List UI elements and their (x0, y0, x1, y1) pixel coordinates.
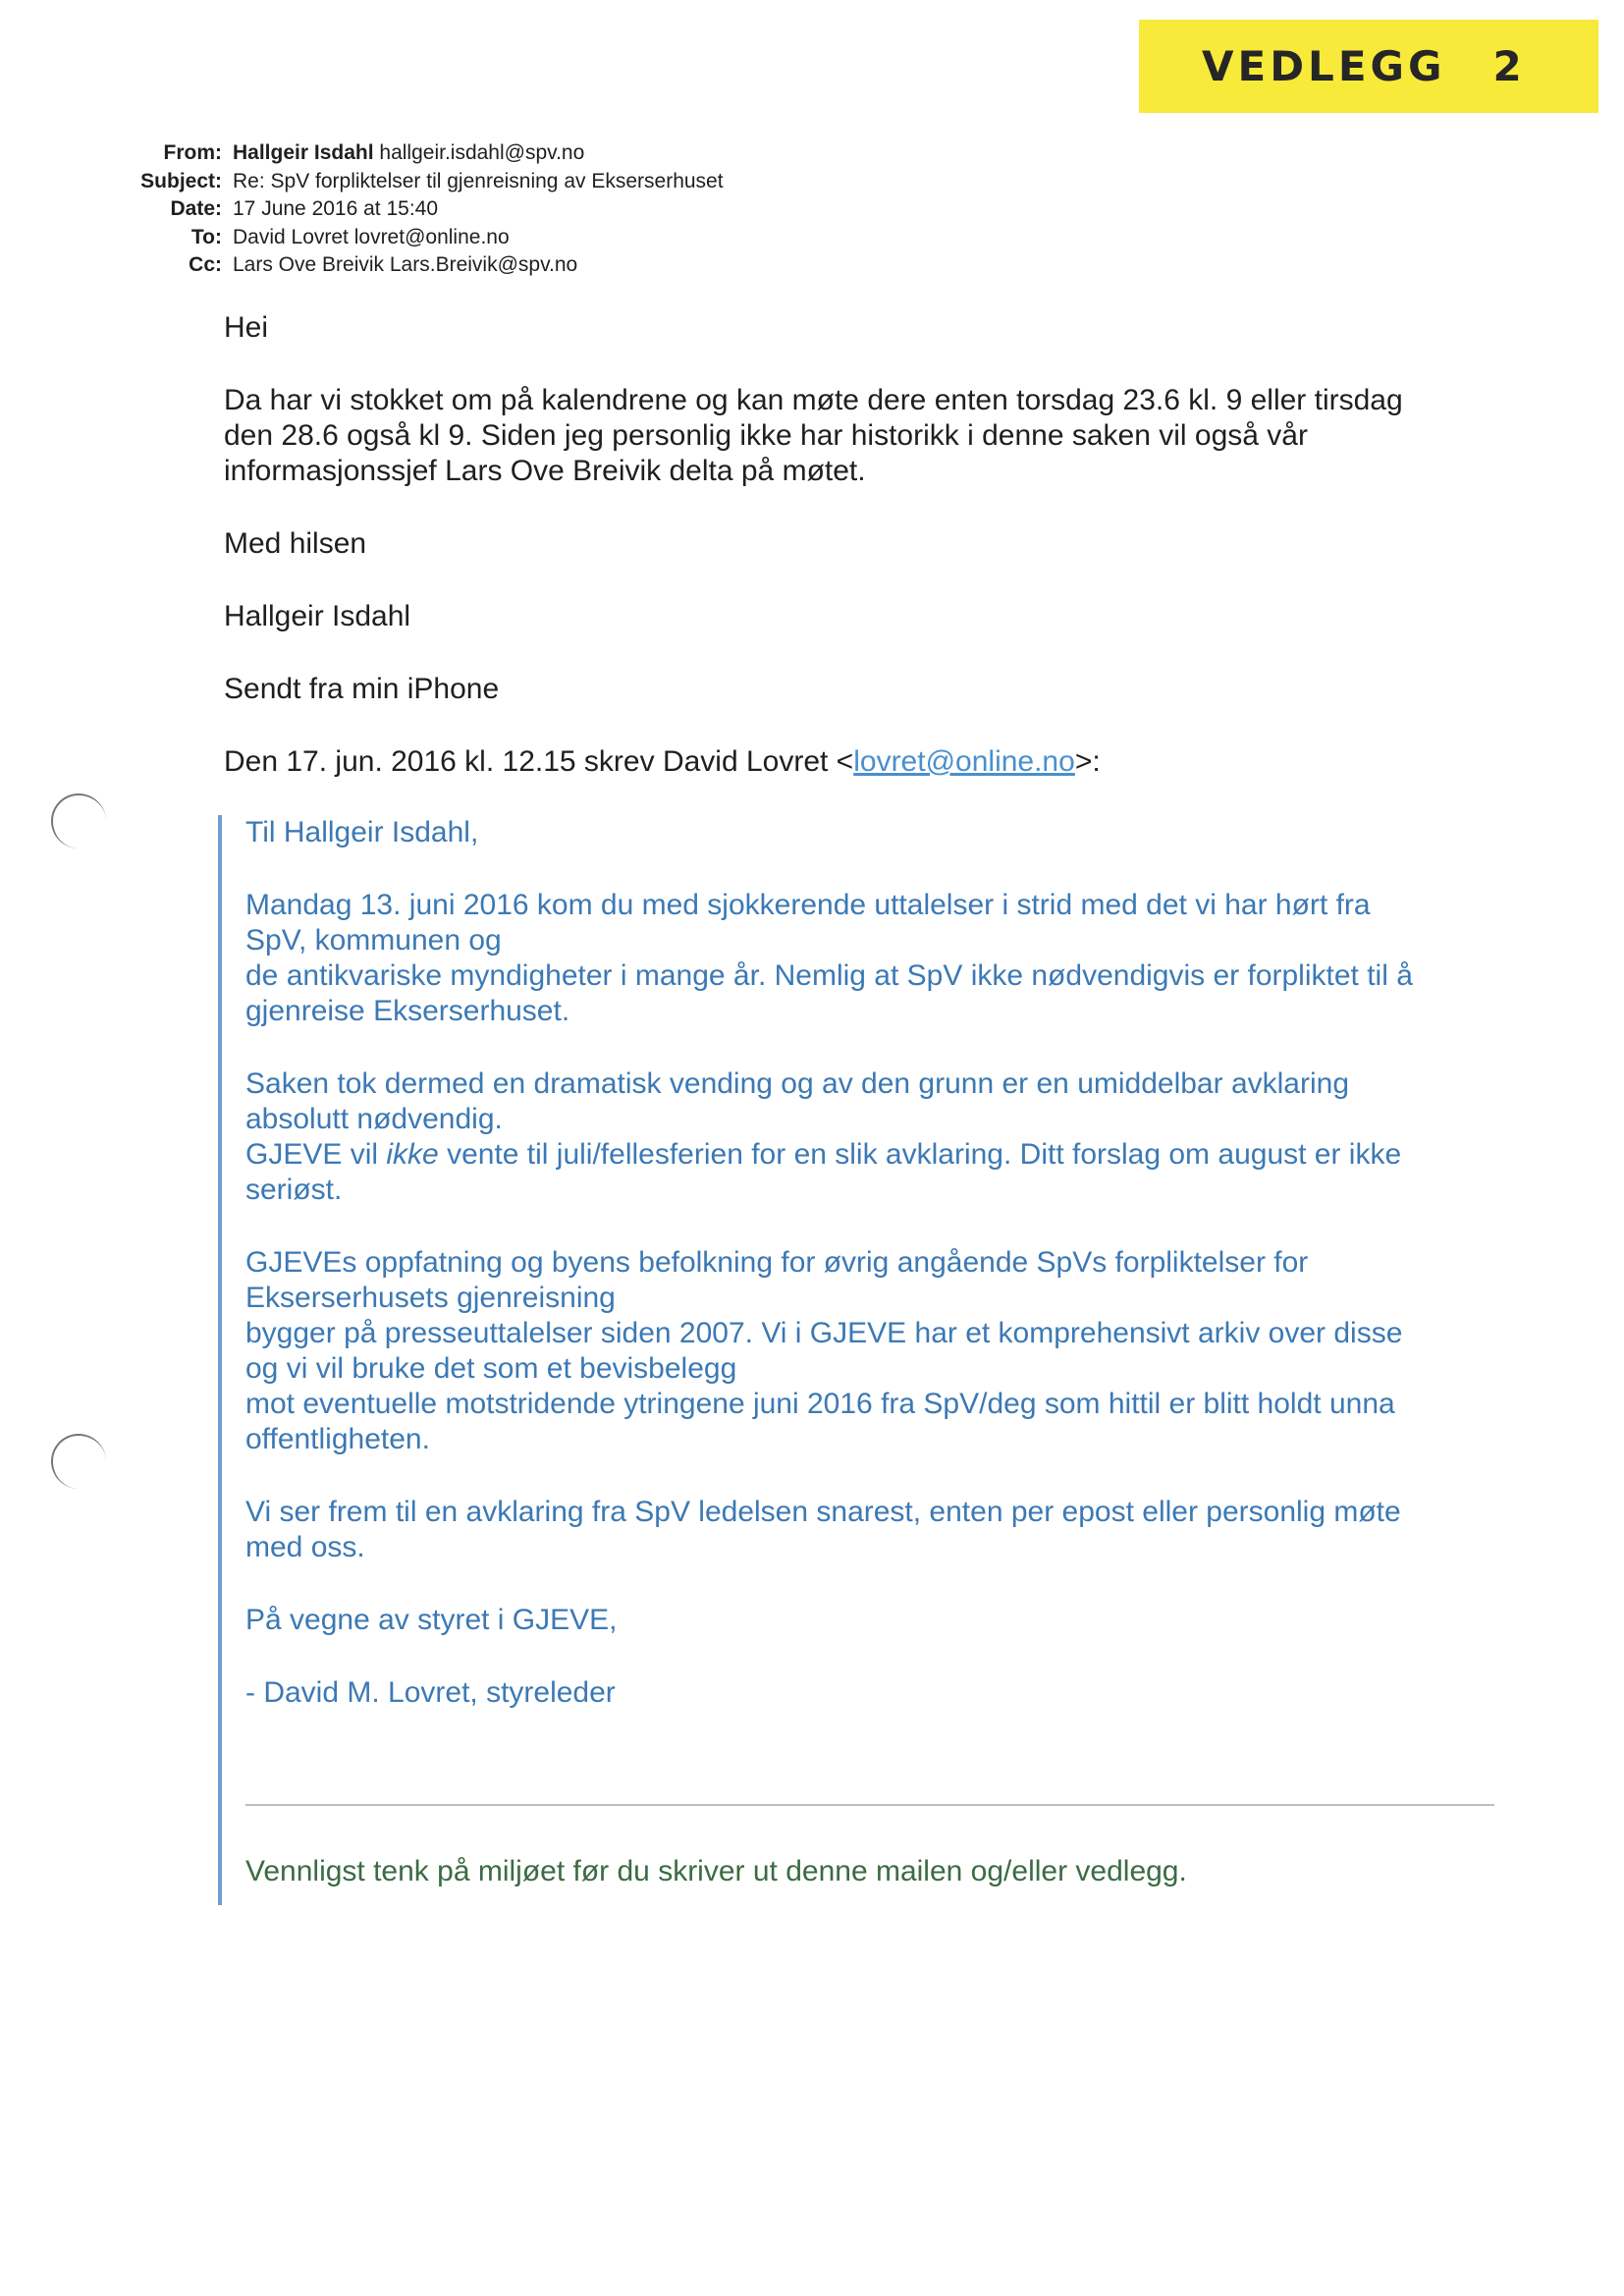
date-label: Date: (170, 197, 222, 220)
quote-line: offentligheten. (245, 1423, 430, 1455)
quote-line: og vi vil bruke det som et bevisbelegg (245, 1352, 737, 1385)
quote-line: med oss. (245, 1531, 365, 1563)
quote-line: GJEVEs oppfatning og byens befolkning for øvrig angående SpVs forpliktelser for (245, 1246, 1309, 1279)
quote-intro (224, 744, 1500, 780)
from-email: hallgeir.isdahl@spv.no (379, 141, 585, 164)
to-label: To: (190, 225, 222, 248)
quote-line: SpV, kommunen og (245, 924, 502, 957)
quote-signoff: På vegne av styret i GJEVE, (245, 1604, 618, 1636)
quote-line: de antikvariske myndigheter i mange år. Nemlig at SpV ikke nødvendigvis er forpliktet til å (245, 959, 1413, 992)
to-row (39, 224, 724, 252)
subject-label: Subject: (140, 169, 222, 192)
reply-line: den 28.6 også kl 9. Siden jeg personlig ikke har historikk i denne saken vil også vår (224, 419, 1308, 452)
greeting: Hei (224, 311, 269, 344)
to-value: David Lovret lovret@online.no (233, 225, 510, 248)
date-row (39, 195, 724, 224)
quote-line: gjenreise Ekserserhuset. (245, 995, 570, 1027)
quote-line: Ekserserhusets gjenreisning (245, 1282, 616, 1314)
quote-salutation: Til Hallgeir Isdahl, (245, 816, 479, 848)
quote-line: bygger på presseuttalelser siden 2007. Vi i GJEVE har et komprehensivt arkiv over disse (245, 1317, 1403, 1349)
punch-hole-mark (51, 793, 106, 848)
quote-line: Vi ser frem til en avklaring fra SpV ledelsen snarest, enten per epost eller personlig møte (245, 1496, 1401, 1528)
quote-line: Saken tok dermed en dramatisk vending og av den grunn er en umiddelbar avklaring (245, 1067, 1350, 1100)
quote-intro-email-link[interactable]: lovret@online.no (853, 745, 1075, 778)
closing: Med hilsen (224, 527, 367, 560)
quote-line: absolutt nødvendig. (245, 1103, 503, 1135)
from-row (39, 139, 724, 168)
sent-from: Sendt fra min iPhone (224, 673, 500, 705)
date-value: 17 June 2016 at 15:40 (233, 197, 439, 220)
quote-intro-prefix: Den 17. jun. 2016 kl. 12.15 skrev David Lovret < (224, 745, 854, 778)
cc-label: Cc: (189, 253, 222, 276)
from-label: From: (163, 141, 222, 164)
quoted-message (218, 815, 1494, 1905)
quote-signer: - David M. Lovret, styreleder (245, 1676, 616, 1709)
punch-hole-mark (51, 1434, 106, 1489)
divider (245, 1804, 1494, 1806)
quote-line: seriøst. (245, 1174, 343, 1206)
reply-line: informasjonssjef Lars Ove Breivik delta på møtet. (224, 455, 866, 487)
quote-intro-suffix: >: (1074, 745, 1101, 778)
emphasis: ikke (386, 1138, 439, 1171)
subject-value: Re: SpV forpliktelser til gjenreisning av Ekserserhuset (233, 169, 724, 192)
reply-paragraph (224, 383, 1500, 489)
reply-body (224, 310, 1500, 780)
environment-note: Vennligst tenk på miljøet før du skriver ut denne mailen og/eller vedlegg. (245, 1855, 1187, 1887)
from-name: Hallgeir Isdahl (233, 141, 374, 164)
attachment-stamp (1139, 20, 1598, 113)
quote-line: Mandag 13. juni 2016 kom du med sjokkerende uttalelser i strid med det vi har hørt fra (245, 889, 1371, 921)
quote-paragraph-4 (245, 1495, 1502, 1565)
stamp-label: VEDLEGG (1202, 42, 1446, 90)
quote-paragraph-2 (245, 1066, 1502, 1208)
cc-value: Lars Ove Breivik Lars.Breivik@spv.no (233, 253, 578, 276)
cc-row (39, 251, 724, 280)
quoted-message-text (245, 815, 1502, 1748)
email-headers (39, 139, 724, 280)
from-value (233, 139, 584, 168)
subject-row (39, 168, 724, 196)
reply-line: Da har vi stokket om på kalendrene og kan møte dere enten torsdag 23.6 kl. 9 eller tirsdag (224, 384, 1403, 416)
quote-line: mot eventuelle motstridende ytringene juni 2016 fra SpV/deg som hittil er blitt holdt unna (245, 1388, 1395, 1420)
stamp-number: 2 (1492, 42, 1522, 90)
quote-paragraph-1 (245, 888, 1502, 1029)
quote-line: vente til juli/fellesferien for en slik avklaring. Ditt forslag om august er ikke (438, 1138, 1402, 1171)
signature: Hallgeir Isdahl (224, 600, 411, 632)
quote-line: GJEVE vil (245, 1138, 387, 1171)
quote-paragraph-3 (245, 1245, 1502, 1457)
